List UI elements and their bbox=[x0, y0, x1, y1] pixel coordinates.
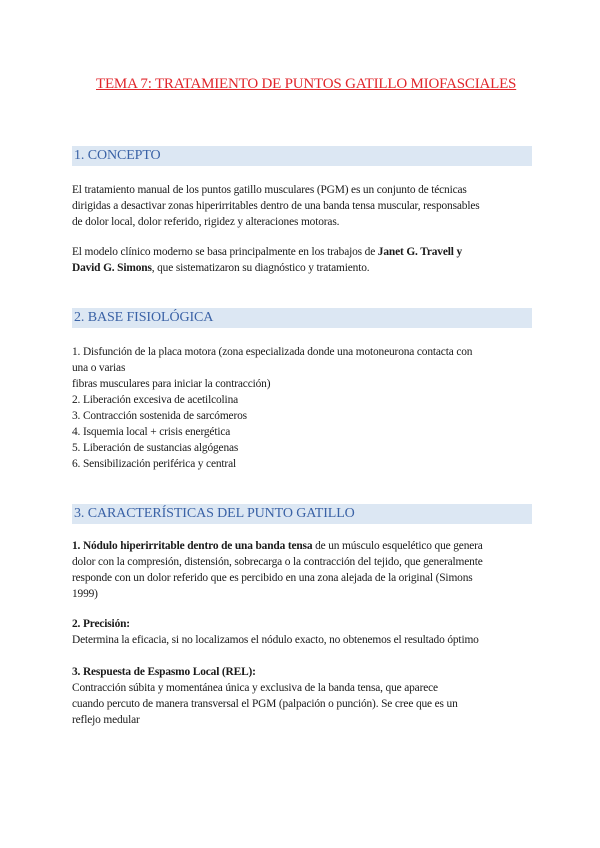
section-heading-caracteristicas: 3. CARACTERÍSTICAS DEL PUNTO GATILLO bbox=[72, 504, 532, 524]
caracteristica-1-heading: 1. Nódulo hiperirritable dentro de una banda tensa bbox=[72, 540, 313, 552]
author-names: Janet G. Travell y bbox=[377, 246, 462, 258]
caracteristica-1 bbox=[72, 538, 534, 602]
concepto-paragraph-1 bbox=[72, 182, 534, 230]
text-line: Determina la eficacia, si no localizamos el nódulo exacto, no obtenemos el resultado óptimo bbox=[72, 634, 479, 646]
author-names: David G. Simons bbox=[72, 262, 152, 274]
text-line: 1999) bbox=[72, 588, 98, 600]
caracteristica-2-heading: 2. Precisión: bbox=[72, 618, 130, 630]
text-line: responde con un dolor referido que es percibido en una zona alejada de la original (Simons bbox=[72, 572, 473, 584]
text-line: Contracción súbita y momentánea única y exclusiva de la banda tensa, que aparece bbox=[72, 682, 438, 694]
caracteristica-3 bbox=[72, 664, 534, 728]
list-item: 5. Liberación de sustancias algógenas bbox=[72, 442, 239, 454]
text-span: , que sistematizaron su diagnóstico y tratamiento. bbox=[151, 262, 370, 274]
concepto-paragraph-2 bbox=[72, 244, 534, 276]
caracteristica-2 bbox=[72, 616, 534, 648]
text-span: de un músculo esquelético que genera bbox=[312, 540, 483, 552]
list-item: 2. Liberación excesiva de acetilcolina bbox=[72, 394, 239, 406]
section-heading-base-fisiologica: 2. BASE FISIOLÓGICA bbox=[72, 308, 532, 328]
list-item: 3. Contracción sostenida de sarcómeros bbox=[72, 410, 247, 422]
document-title: TEMA 7: TRATAMIENTO DE PUNTOS GATILLO MIOFASCIALES bbox=[96, 76, 517, 92]
base-fisiologica-list bbox=[72, 344, 534, 472]
section-heading-concepto: 1. CONCEPTO bbox=[72, 146, 532, 166]
text-line: de dolor local, dolor referido, rigidez y alteraciones motoras. bbox=[72, 216, 340, 228]
text-line: El tratamiento manual de los puntos gatillo musculares (PGM) es un conjunto de técnicas bbox=[72, 184, 467, 196]
text-line: dolor con la compresión, distensión, sobrecarga o la contracción del tejido, que generalmente bbox=[72, 556, 483, 568]
text-span: El modelo clínico moderno se basa principalmente en los trabajos de bbox=[72, 246, 378, 258]
list-item: 6. Sensibilización periférica y central bbox=[72, 458, 236, 470]
list-item: 1. Disfunción de la placa motora (zona especializada donde una motoneurona contacta con bbox=[72, 346, 473, 358]
text-line: reflejo medular bbox=[72, 714, 140, 726]
list-item: fibras musculares para iniciar la contracción) bbox=[72, 378, 271, 390]
list-item: una o varias bbox=[72, 362, 126, 374]
caracteristica-3-heading: 3. Respuesta de Espasmo Local (REL): bbox=[72, 666, 256, 678]
text-line: cuando percuto de manera transversal el PGM (palpación o punción). Se cree que es un bbox=[72, 698, 458, 710]
text-line: dirigidas a desactivar zonas hiperirritables dentro de una banda tensa muscular, responsables bbox=[72, 200, 480, 212]
list-item: 4. Isquemia local + crisis energética bbox=[72, 426, 231, 438]
